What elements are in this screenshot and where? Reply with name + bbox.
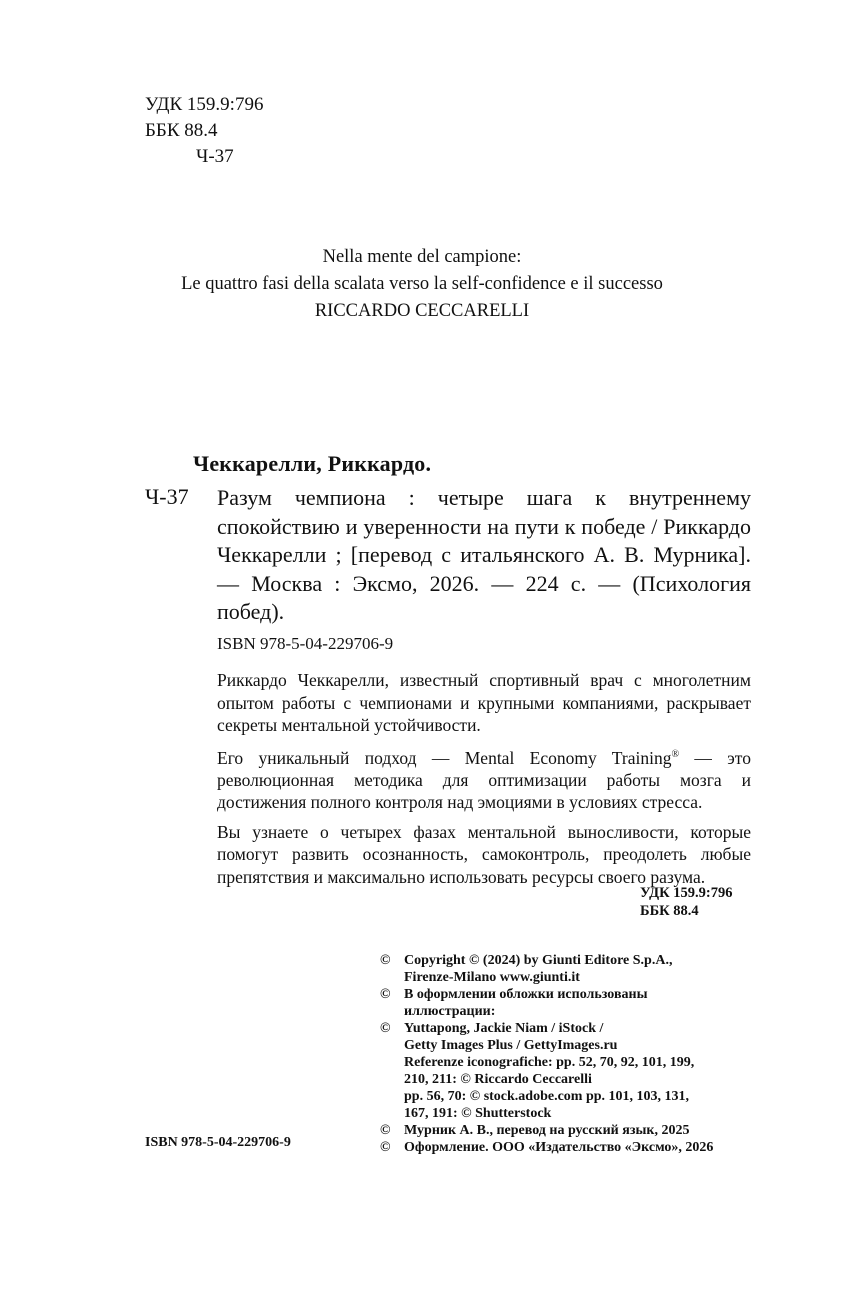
copyright-item: [380, 1122, 752, 1139]
footer-isbn: ISBN 978-5-04-229706-9: [145, 1135, 291, 1150]
copyright-line: Firenze-Milano www.giunti.it: [404, 970, 580, 985]
copyright-line: 210, 211: © Riccardo Ceccarelli: [404, 1072, 592, 1087]
copyright-item: [380, 986, 752, 1020]
copyright-line: иллюстрации:: [404, 1004, 496, 1019]
udk-header-block: [145, 92, 263, 170]
copyright-line: Copyright © (2024) by Giunti Editore S.p.A.,: [404, 953, 673, 968]
copyright-text: [404, 1139, 752, 1156]
copyright-line: 167, 191: © Shutterstock: [404, 1106, 552, 1121]
copyright-symbol: ©: [380, 1140, 391, 1155]
copyright-line: Мурник А. В., перевод на русский язык, 2025: [404, 1123, 690, 1138]
annotation: [217, 669, 751, 895]
registered-mark: ®: [671, 748, 680, 760]
entry-isbn: ISBN 978-5-04-229706-9: [217, 634, 394, 653]
copyright-block: [380, 952, 752, 1156]
copyright-item: [380, 1020, 752, 1122]
entry-description: Разум чемпиона : четыре шага к внутреннему спокойствию и уверенности на пути к победе / Риккардо Чеккарелли ; [перевод с итальянского А. В. Мурника]. — Москва : Эксмо, 2026. — 224 с. — (Психология побед).: [217, 485, 751, 624]
copyright-text: [404, 986, 752, 1020]
copyright-symbol: ©: [380, 987, 391, 1002]
original-title-block: [0, 244, 844, 325]
copyright-line: Referenze iconografiche: pp. 52, 70, 92, 101, 199,: [404, 1055, 695, 1070]
bbk-tail: ББК 88.4: [640, 903, 699, 919]
annotation-p2-start: Его уникальный подход — Mental Economy Training: [217, 747, 672, 768]
copyright-line: Getty Images Plus / GettyImages.ru: [404, 1038, 618, 1053]
udk-tail: УДК 159.9:796: [640, 885, 733, 901]
annotation-paragraph-3: Вы узнаете о четырех фазах ментальной выносливости, которые помогут развить осознанность, самоконтроль, преодолеть любые препятствия и максимально использовать ресурсы своего разума.: [217, 821, 751, 887]
copyright-text: [404, 1122, 752, 1139]
udk-code: УДК 159.9:796: [145, 94, 264, 115]
annotation-p2-end: — это революционная методика для оптимизации работы мозга и достижения полного контроля над эмоциями в условиях стресса.: [217, 747, 751, 813]
copyright-line: pp. 56, 70: © stock.adobe.com pp. 101, 103, 131,: [404, 1089, 690, 1104]
copyright-text: [404, 1020, 752, 1122]
original-title-line2: Le quattro fasi della scalata verso la self-confidence e il successo: [181, 274, 663, 294]
original-author: RICCARDO CECCARELLI: [314, 301, 530, 321]
author-mark: Ч-37: [196, 146, 234, 167]
copyright-text: [404, 952, 752, 986]
copyright-symbol: ©: [380, 953, 391, 968]
bbk-code: ББК 88.4: [145, 120, 218, 141]
copyright-item: [380, 952, 752, 986]
copyright-item: [380, 1139, 752, 1156]
copyright-line: В оформлении обложки использованы: [404, 987, 648, 1002]
udk-tail-block: [640, 884, 733, 920]
entry-author-mark: Ч-37: [145, 484, 189, 509]
copyright-line: Оформление. ООО «Издательство «Эксмо», 2026: [404, 1140, 714, 1155]
original-title-line1: Nella mente del campione:: [322, 247, 522, 267]
annotation-paragraph-1: Риккардо Чеккарелли, известный спортивный врач с многолетним опытом работы с чемпионами и крупными компаниями, раскрывает секреты ментальной устойчивости.: [217, 670, 751, 735]
copyright-symbol: ©: [380, 1123, 391, 1138]
annotation-paragraph-2: [217, 744, 751, 814]
entry-author: Чеккарелли, Риккардо.: [193, 451, 432, 476]
copyright-symbol: ©: [380, 1021, 391, 1036]
copyright-line: Yuttapong, Jackie Niam / iStock /: [404, 1021, 604, 1036]
